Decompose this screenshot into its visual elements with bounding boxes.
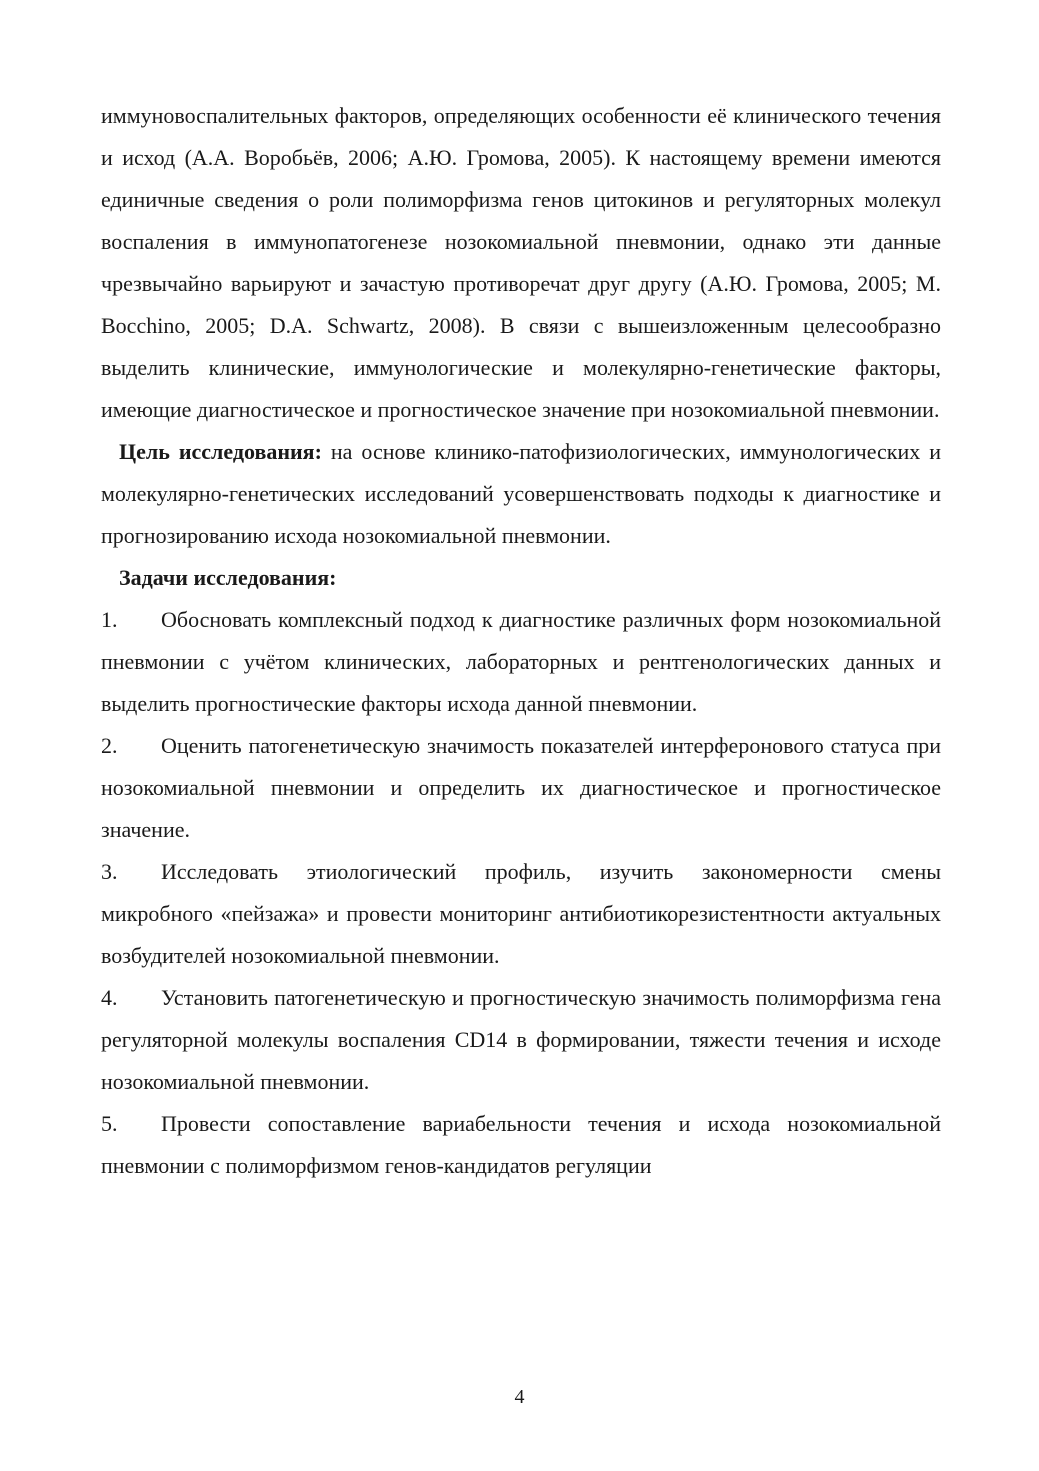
page-number: 4 (514, 1386, 525, 1408)
task-number: 2. (101, 733, 118, 758)
intro-paragraph: иммуновоспалительных факторов, определяющих особенности её клинического течения и исход (А.А. Воробьёв, 2006; А.Ю. Громова, 2005). К настоящему времени имеются единичные сведения о роли полиморфизма генов цитокинов и регуляторных молекул воспаления в иммунопатогенезе нозокомиальной пневмонии, однако эти данные чрезвычайно варьируют и зачастую противоречат друг другу (А.Ю. Громова, 2005; M. Bocchino, 2005; D.A. Schwartz, 2008). В связи с вышеизложенным целесообразно выделить клинические, иммунологические и молекулярно-генетические факторы, имеющие диагностическое и прогностическое значение при нозокомиальной пневмонии. (101, 103, 941, 422)
task-text: Оценить патогенетическую значимость показателей интерферонового статуса при нозокомиальной пневмонии и определить их диагностическое и прогностическое значение. (101, 733, 941, 842)
task-number: 4. (101, 985, 118, 1010)
task-number: 3. (101, 859, 118, 884)
tasks-heading: Задачи исследования: (119, 565, 337, 590)
task-item-4 (101, 977, 941, 1103)
task-item-5 (101, 1103, 941, 1187)
task-item-3 (101, 851, 941, 977)
task-item-2 (101, 725, 941, 851)
task-text: Установить патогенетическую и прогностическую значимость полиморфизма гена регуляторной молекулы воспаления CD14 в формировании, тяжести течения и исходе нозокомиальной пневмонии. (101, 985, 941, 1094)
task-number: 1. (101, 607, 118, 632)
aim-paragraph (101, 431, 941, 557)
aim-label: Цель исследования: (119, 439, 322, 464)
task-text: Обосновать комплексный подход к диагностике различных форм нозокомиальной пневмонии с учётом клинических, лабораторных и рентгенологических данных и выделить прогностические факторы исхода данной пневмонии. (101, 607, 941, 716)
task-number: 5. (101, 1111, 118, 1136)
aim-text: на основе клинико-патофизиологических, иммунологических и молекулярно-генетических исследований усовершенствовать подходы к диагностике и прогнозированию исхода нозокомиальной пневмонии. (101, 439, 941, 548)
task-text: Исследовать этиологический профиль, изучить закономерности смены микробного «пейзажа» и провести мониторинг антибиотикорезистентности актуальных возбудителей нозокомиальной пневмонии. (101, 859, 941, 968)
body-text (101, 95, 941, 1187)
task-text: Провести сопоставление вариабельности течения и исхода нозокомиальной пневмонии с полиморфизмом генов-кандидатов регуляции (101, 1111, 941, 1178)
task-item-1 (101, 599, 941, 725)
